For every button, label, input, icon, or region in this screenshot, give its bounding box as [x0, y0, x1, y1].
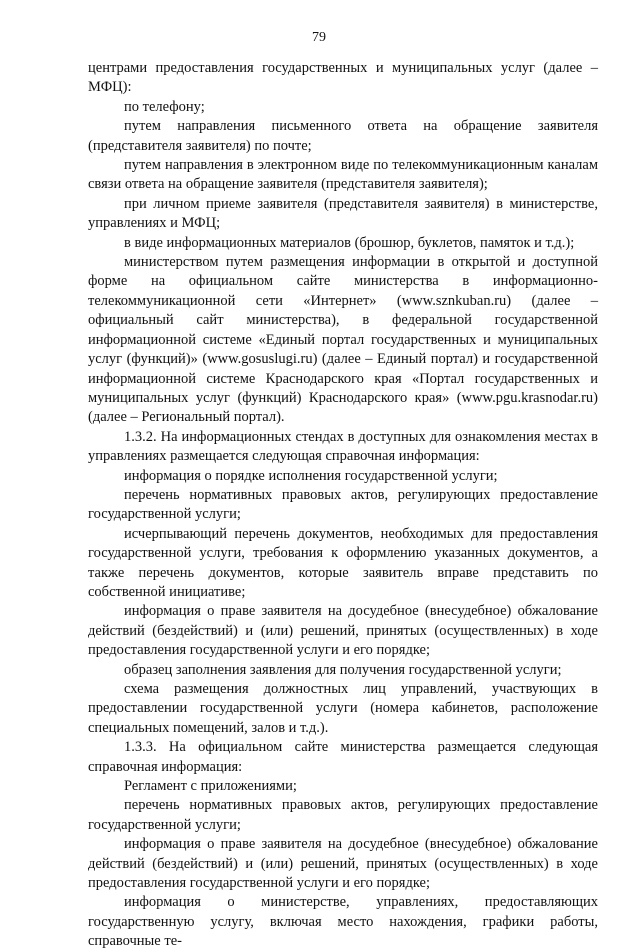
paragraph: путем направления письменного ответа на обращение заявителя (представителя заявителя) по почте;	[88, 118, 598, 154]
paragraph: министерством путем размещения информации в открытой и доступной форме на официальном сайте министерства в информационно-телекоммуникационной сети «Интернет» (www.sznkuban.ru) (далее – официальный сайт министерства), в федеральной государственной информационной системе «Единый портал государственных и муниципальных услуг (функций)» (www.gosuslugi.ru) (далее – Единый портал) и государственной информационной системе Краснодарского края «Портал государственных и муниципальных услуг (функций) Краснодарского края» (www.pgu.krasnodar.ru) (далее – Региональный портал).	[88, 254, 598, 426]
paragraph: перечень нормативных правовых актов, регулирующих предоставление государственной услуги;	[88, 486, 598, 523]
document-body	[88, 59, 598, 952]
paragraph: образец заполнения заявления для получения государственной услуги;	[124, 661, 562, 678]
paragraph: путем направления в электронном виде по телекоммуникационным каналам связи ответа на обращение заявителя (представителя заявителя);	[88, 157, 598, 193]
paragraph: информация о порядке исполнения государственной услуги;	[124, 467, 498, 484]
page-number: 79	[312, 30, 326, 45]
paragraph: Регламент с приложениями;	[124, 778, 297, 795]
paragraph: при личном приеме заявителя (представителя заявителя) в министерстве, управлениях и МФЦ;	[88, 195, 598, 232]
paragraph: центрами предоставления государственных и муниципальных услуг (далее – МФЦ):	[88, 60, 598, 96]
paragraph: схема размещения должностных лиц управлений, участвующих в предоставлении государственной услуги (номера кабинетов, расположение специальных помещений, залов и т.д.).	[88, 681, 598, 736]
paragraph: 1.3.2. На информационных стендах в доступных для ознакомления местах в управлениях размещается следующая справочная информация:	[88, 428, 598, 465]
paragraph: по телефону;	[124, 98, 205, 115]
paragraph: исчерпывающий перечень документов, необходимых для предоставления государственной услуги, требования к оформлению указанных документов, а также перечень документов, которые заявитель вправе представить по собственной инициативе;	[88, 525, 598, 600]
paragraph: 1.3.3. На официальном сайте министерства размещается следующая справочная информация:	[88, 739, 598, 775]
paragraph: перечень нормативных правовых актов, регулирующих предоставление государственной услуги;	[88, 797, 598, 833]
paragraph: информация о праве заявителя на досудебное (внесудебное) обжалование действий (бездействий) и (или) решений, принятых (осуществленных) в ходе предоставления государственной услуги и его порядке;	[88, 836, 598, 892]
paragraph: информация о праве заявителя на досудебное (внесудебное) обжалование действий (бездействий) и (или) решений, принятых (осуществленных) в ходе предоставления государственной услуги и его порядке;	[88, 603, 598, 659]
paragraph: в виде информационных материалов (брошюр, буклетов, памяток и т.д.);	[124, 234, 575, 251]
paragraph: информация о министерстве, управлениях, предоставляющих государственную услугу, включая место нахождения, графики работы, справочные те-	[88, 894, 598, 950]
